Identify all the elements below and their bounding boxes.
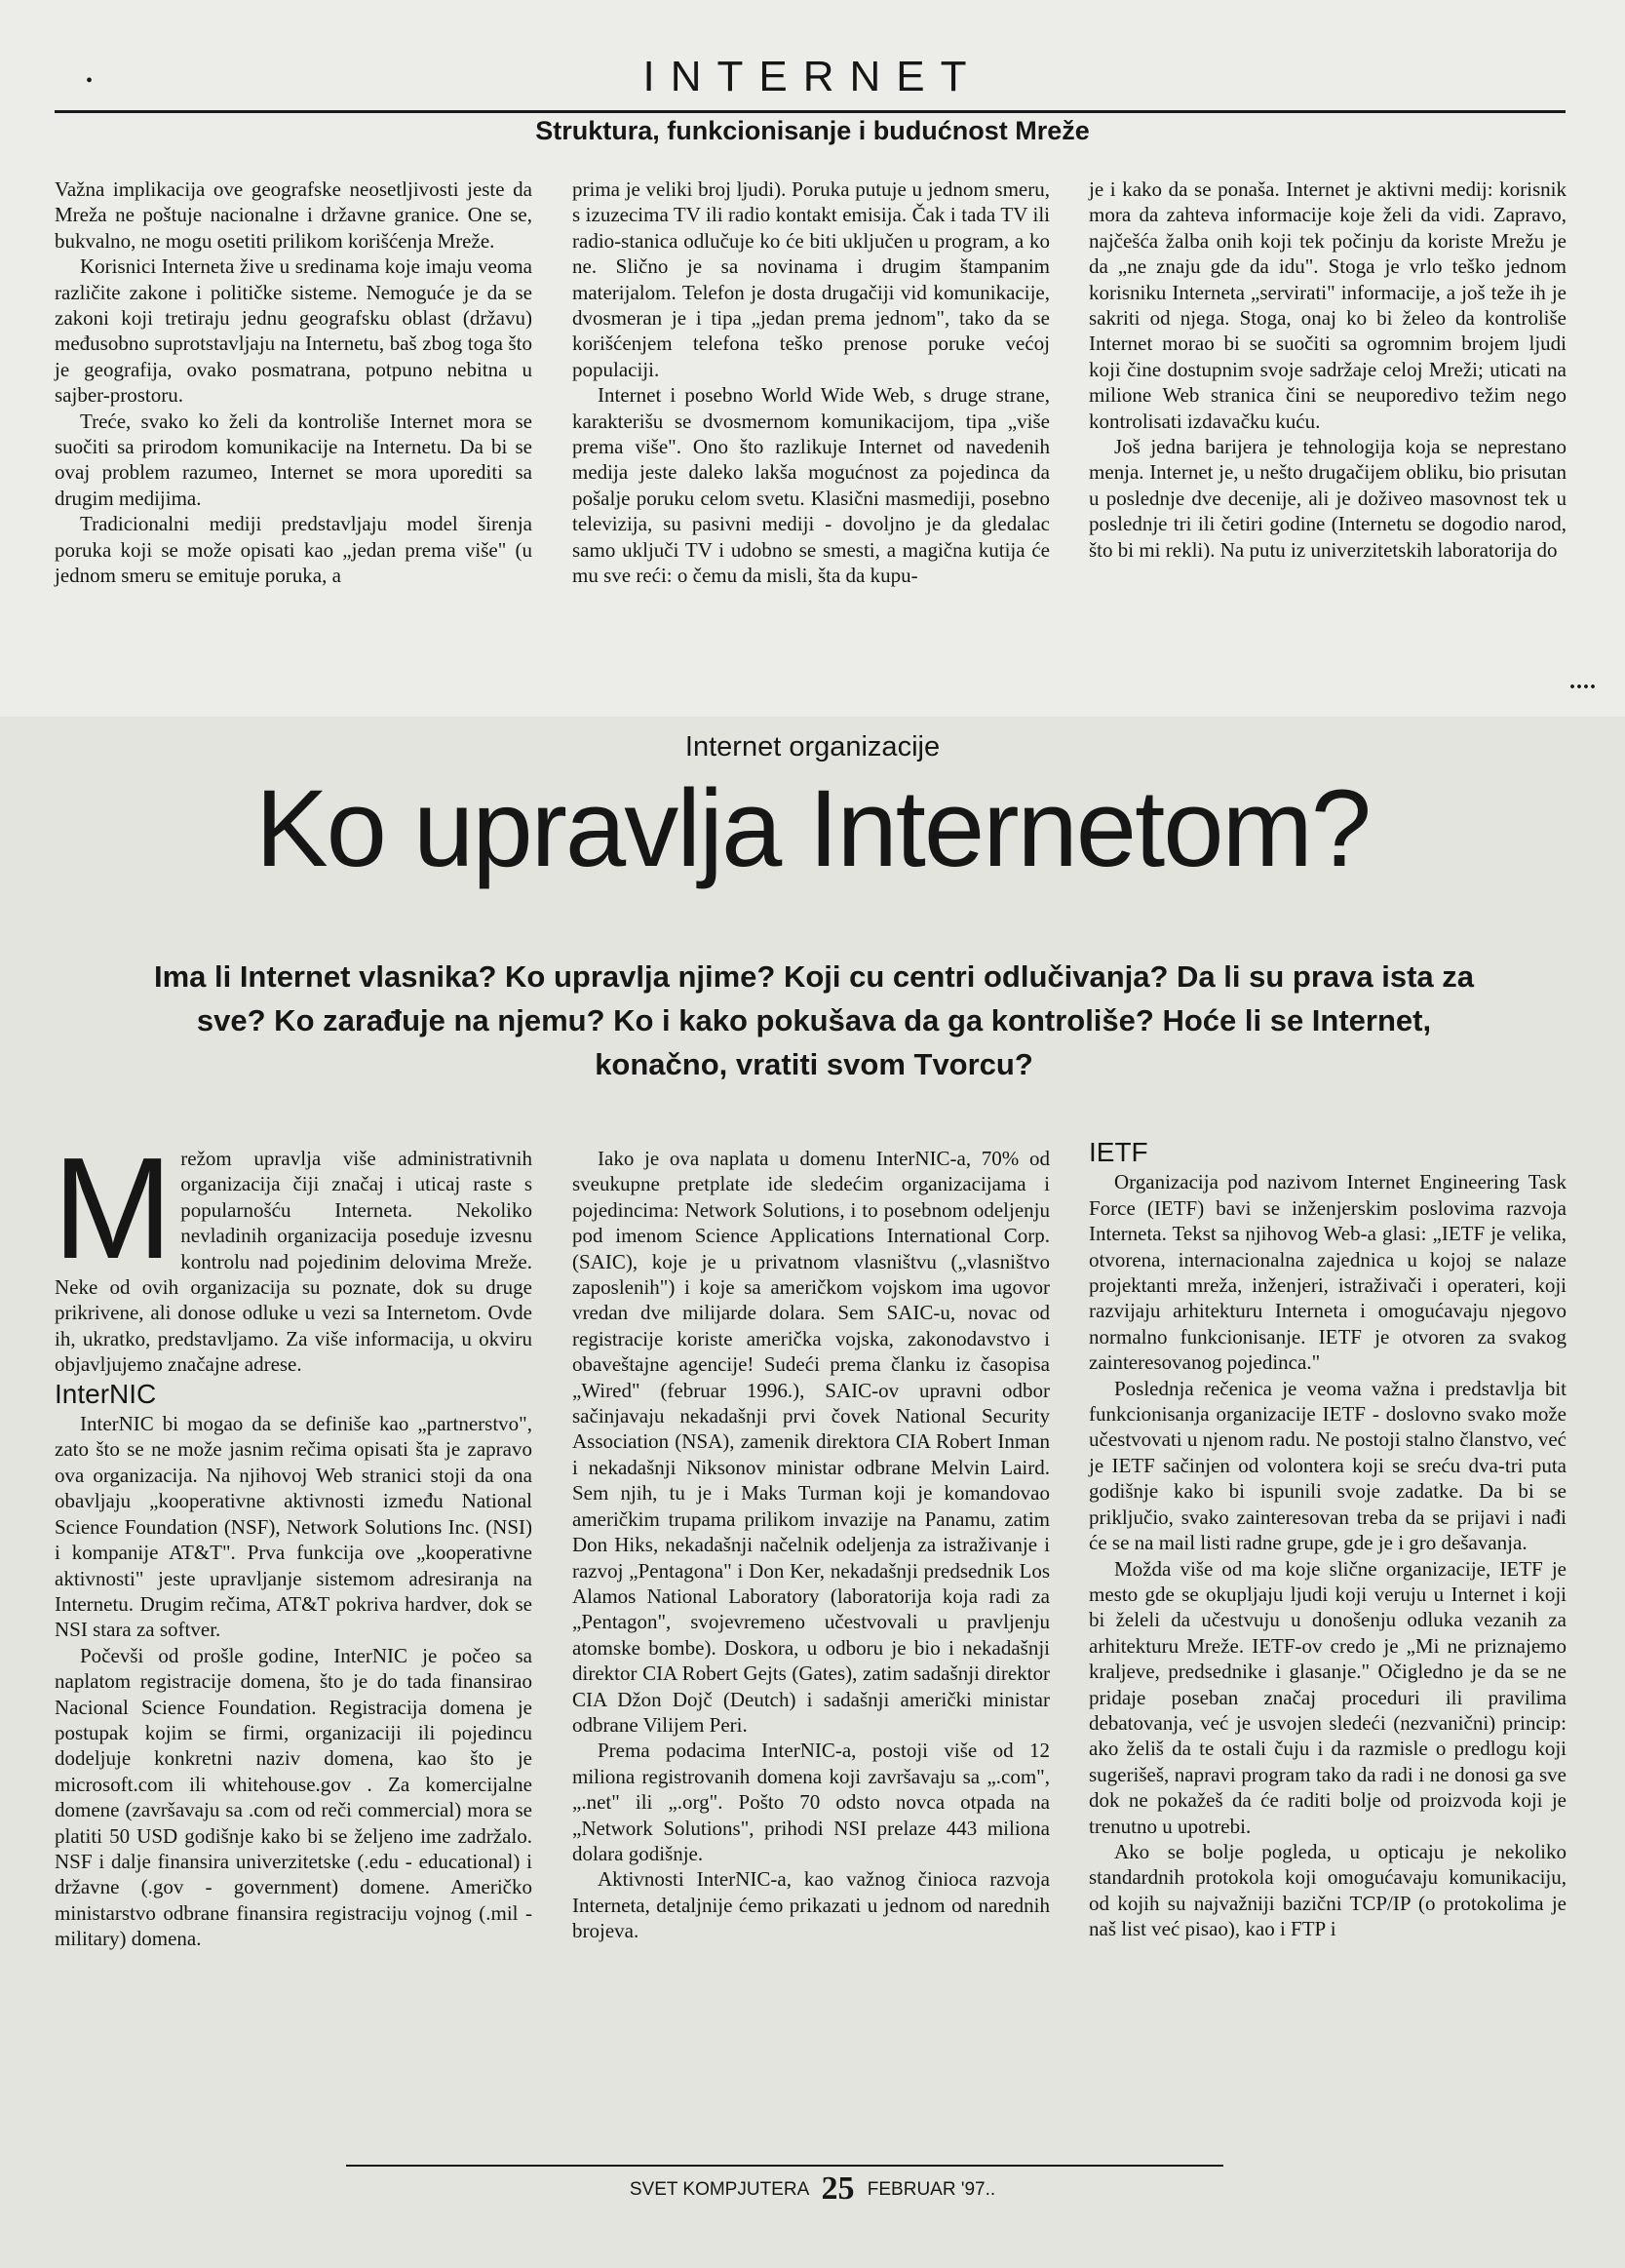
top-column-1 <box>55 176 532 589</box>
paragraph: Korisnici Interneta žive u sredinama koje imaju veoma različite zakone i političke sisteme. Nemoguće je da se zakoni koji tretiraju jednu geografsku oblast (državu) međusobno suprotstavljaju na Internetu, baš zbog toga što je geografija, ovako posmatrana, potpuno nebitna u sajber-prostoru. <box>55 254 532 408</box>
paragraph: prima je veliki broj ljudi). Poruka putuje u jednom smeru, s izuzecima TV ili radio kontakt emisija. Čak i tada TV ili radio-stanica odlučuje ko će biti uključen u program, a ko ne. Slično je sa novinama i drugim štampanim materijalom. Telefon je dosta drugačiji vid komunikacije, dvosmeran je i tipa „jedan prema jednom", tako da se korišćenjem telefona teško prenose poruke većoj populaciji. <box>572 177 1050 381</box>
paragraph: Aktivnosti InterNIC-a, kao važnog činioca razvoja Interneta, detaljnije ćemo prikazati u jednom od narednih brojeva. <box>572 1867 1050 1943</box>
paragraph: Još jedna barijera je tehnologija koja se neprestano menja. Internet je, u nešto drugačijem obliku, bio prisutan u poslednje dve decenije, ali je doživeo masovnost tek u poslednje tri ili četiri godine (Internetu se dogodio narod, što bi mi rekli). Na putu iz univerzitetskih laboratorija do <box>1089 435 1567 562</box>
footer-rule <box>346 2165 1223 2167</box>
header-rule <box>55 110 1566 113</box>
article-column-2 <box>572 1146 1050 1944</box>
paragraph: Poslednja rečenica je veoma važna i predstavlja bit funkcionisanja organizacije IETF - doslovno svako može učestvovati u njenom radu. Ne postoji stalno članstvo, već je IETF sačinjen od volontera koji se sreću dva-tri puta godišnje kako bi ispunili svoje zadatke. Da bi se priključio, svako zainteresovan treba da se prijavi i nađi će se na mail listi radne grupe, gde je i gro dešavanja. <box>1089 1376 1567 1555</box>
paragraph: Tradicionalni mediji predstavljaju model širenja poruka koji se može opisati kao „jedan prema više" (u jednom smeru se emituje poruka, a <box>55 512 532 588</box>
subhead-internic: InterNIC <box>55 1378 157 1409</box>
paragraph: Treće, svako ko želi da kontroliše Internet mora se suočiti sa prirodom komunikacije na Internetu. Da bi se ovaj problem razumeo, Internet se mora uporediti sa drugim medijima. <box>55 409 532 510</box>
paragraph: InterNIC bi mogao da se definiše kao „partnerstvo", zato što se ne može jasnim rečima opisati šta je zapravo ova organizacija. Na njihovoj Web stranici stoji da ona obavljaju „kooperativne aktivnosti između National Science Foundation (NSF), Network Solutions Inc. (NSI) i kompanije AT&T". Prva funkcija ove „kooperativne aktivnosti" jeste upravljanje sistemom adresiranja na Internetu. Drugim rečima, AT&T pokriva hardver, dok se NSI stara za softver. <box>55 1412 532 1642</box>
paragraph: Prema podacima InterNIC-a, postoji više od 12 miliona registrovanih domena koji završavaju sa „.com", „.net" ili „.org". Pošto 70 odsto novca otpada na „Network Solutions", prihodi NSI prelaze 443 miliona dolara godišnje. <box>572 1739 1050 1865</box>
section-title: INTERNET <box>642 53 983 100</box>
article-kicker: Internet organizacije <box>684 731 941 763</box>
dot-mark: • <box>86 70 94 92</box>
page-footer <box>0 2170 1625 2208</box>
paragraph: Možda više od ma koje slične organizacije, IETF je mesto gde se okupljaju ljudi koji veruju u Internet i koji bi želeli da učestvuju u donošenju odluka vezanih za arhitekturu Mreže. IETF-ov credo je „Mi ne priznajemo kraljeve, predsednike i glasanje." Očigledno je da se ne pridaje poseban značaj proceduri ili pravilima debatovanja, već je usvojen sledeći (nezvanični) princip: ako želiš da te ostali čuju i da razmisle o predlogu koji sugerišeš, napravi program tako da radi i ne donosi ga sve dok ne pokažeš da će raditi bolje od proizvoda koji je trenutno u upotrebi. <box>1089 1556 1567 1838</box>
intro-text: režom upravlja više administrativnih organizacija čiji značaj i uticaj raste s popularnošću Interneta. Nekoliko nevladinih organizacija poseduje izvesnu kontrolu nad pojedinim delovima Mreže. Neke od ovih organizacija su poznate, dok su druge prikrivene, ali donose odluke u vezi sa Internetom. Ovde ih, ukratko, predstavljamo. Za više informacija, u okviru objavljujemo značajne adrese. <box>55 1147 532 1377</box>
top-column-3 <box>1089 176 1567 563</box>
section-subtitle: Struktura, funkcionisanje i budućnost Mreže <box>535 116 1090 145</box>
subhead-ietf: IETF <box>1089 1137 1148 1167</box>
intro-paragraph <box>53 1128 532 1378</box>
article-headline: Ko upravlja Internetom? <box>254 767 1371 889</box>
paragraph: Važna implikacija ove geografske neosetljivosti jeste da Mreža ne poštuje nacionalne i državne granice. One se, bukvalno, ne mogu osetiti prilikom korišćenja Mreže. <box>55 177 532 253</box>
article-column-3 <box>1089 1136 1567 1942</box>
top-column-2 <box>572 176 1050 589</box>
paragraph: Iako je ova naplata u domenu InterNIC-a, 70% od sveukupne pretplate ide sledećim organizacijama i pojedincima: Network Solutions, i to posebnom odeljenju pod imenom Science Applications International Corp. (SAIC), koje je u privatnom vlasništvu („vlasništvo zaposlenih") i koje sa američkom vojskom ima ugovor vredan dve milijarde dolara. Sem SAIC-u, novac od registracije koriste američka vojska, zakonodavstvo i obaveštajne agencije! Sudeći prema članku iz časopisa „Wired" (februar 1996.), SAIC-ov upravni odbor sačinjavaju nekadašnji prvi čovek National Security Association (NSA), zamenik direktora CIA Robert Inman i nekadašnji Niksonov ministar odbrane Melvin Laird. Sem njih, tu je i Maks Turman koji je komandovao američkim trupama prilikom invazije na Panamu, zatim Don Hiks, nekadašnji načelnik odeljenja za istraživanje i razvoj „Pentagona" i Don Ker, nekadašnji predsednik Los Alamos National Laboratory (laboratorija koja radi za „Pentagon", svojevremeno učestvovali u pravljenju atomske bombe). Doskora, u odboru je bio i nekadašnji direktor CIA Robert Gejts (Gates), zatim sadašnji direktor CIA Džon Dojč (Deutch) i sadašnji američki ministar odbrane Vilijem Peri. <box>572 1147 1050 1737</box>
paragraph: Ako se bolje pogleda, u opticaju je nekoliko standardnih protokola koji omogućavaju komunikaciju, od kojih su najvažniji bazični TCP/IP (o protokolima je naš list već pisao), kao i FTP i <box>1089 1839 1567 1941</box>
paragraph: Internet i posebno World Wide Web, s druge strane, karakterišu se dvosmernom komunikacijom, tipa „više prema više". Ono što razlikuje Internet od navedenih medija jeste daleko lakša mogućnost za pojedinca da pošalje poruku celom svetu. Klasični masmediji, posebno televizija, su pasivni mediji - dovoljno je da gledalac samo uključi TV i udobno se smesti, a magična kutija će mu sve reći: o čemu da misli, šta da kupu- <box>572 383 1050 588</box>
paragraph: je i kako da se ponaša. Internet je aktivni medij: korisnik mora da zahteva informacije koje želi da vidi. Zapravo, najčešća žalba onih koji tek počinju da koriste Mrežu je da „ne znaju gde da idu". Stoga je vrlo teško jednom korisniku Interneta „servirati" informacije, a još teže ih je sakriti od njega. Stoga, onaj ko bi želeo da kontroliše Internet morao bi se suočiti sa ogromnim brojem ljudi koji čine dostupnim svoje sadržaje celoj Mreži; uticati na milione Web stranica čini se neuporedivo težim nego kontrolisati izdavačku kuću. <box>1089 177 1567 433</box>
page-number: 25 <box>821 2170 855 2207</box>
paragraph: Počevši od prošle godine, InterNIC je počeo sa naplatom registracije domena, što je do tada finansirao Nacional Science Foundation. Registracija domena je postupak kojim se firmi, organizaciji ili pojedincu dodeljuje konkretni naziv domena, kao što je microsoft.com ili whitehouse.gov . Za komercijalne domene (završavaju sa .com od reči commercial) mora se platiti 50 USD godišnje kako bi se željeno ime zadržalo. NSF i dalje finansira univerzitetske (.edu - educational) i državne (.gov - government) domene. Američko ministarstvo odbrane finansira registraciju vojnog (.mil - military) domena. <box>55 1643 532 1951</box>
article-column-1 <box>53 1128 532 1952</box>
article-deck: Ima li Internet vlasnika? Ko upravlja njime? Koji cu centri odlučivanja? Da li su prava ista za sve? Ko zarađuje na njemu? Ko i kako pokušava da ga kontroliše? Hoće li se Internet, konačno, vratiti svom Tvorcu? <box>153 959 1475 1081</box>
drop-cap: M <box>53 1128 174 1289</box>
continuation-marker: .... <box>1569 669 1597 694</box>
paragraph: Organizacija pod nazivom Internet Engineering Task Force (IETF) bavi se inženjerskim poslovima razvoja Interneta. Tekst sa njihovog Web-a glasi: „IETF je velika, otvorena, internacionalna zajednica u kojoj se nalaze projektanti mreža, inženjeri, istraživači i operateri, koji razvijaju arhitekturu Interneta i omogućavaju njegovo normalno funkcionisanje. IETF je otvoren za svakog zainteresovanog pojedinca." <box>1089 1170 1567 1375</box>
issue-date: FEBRUAR '97.. <box>867 2179 996 2200</box>
magazine-name: SVET KOMPJUTERA <box>629 2179 809 2200</box>
